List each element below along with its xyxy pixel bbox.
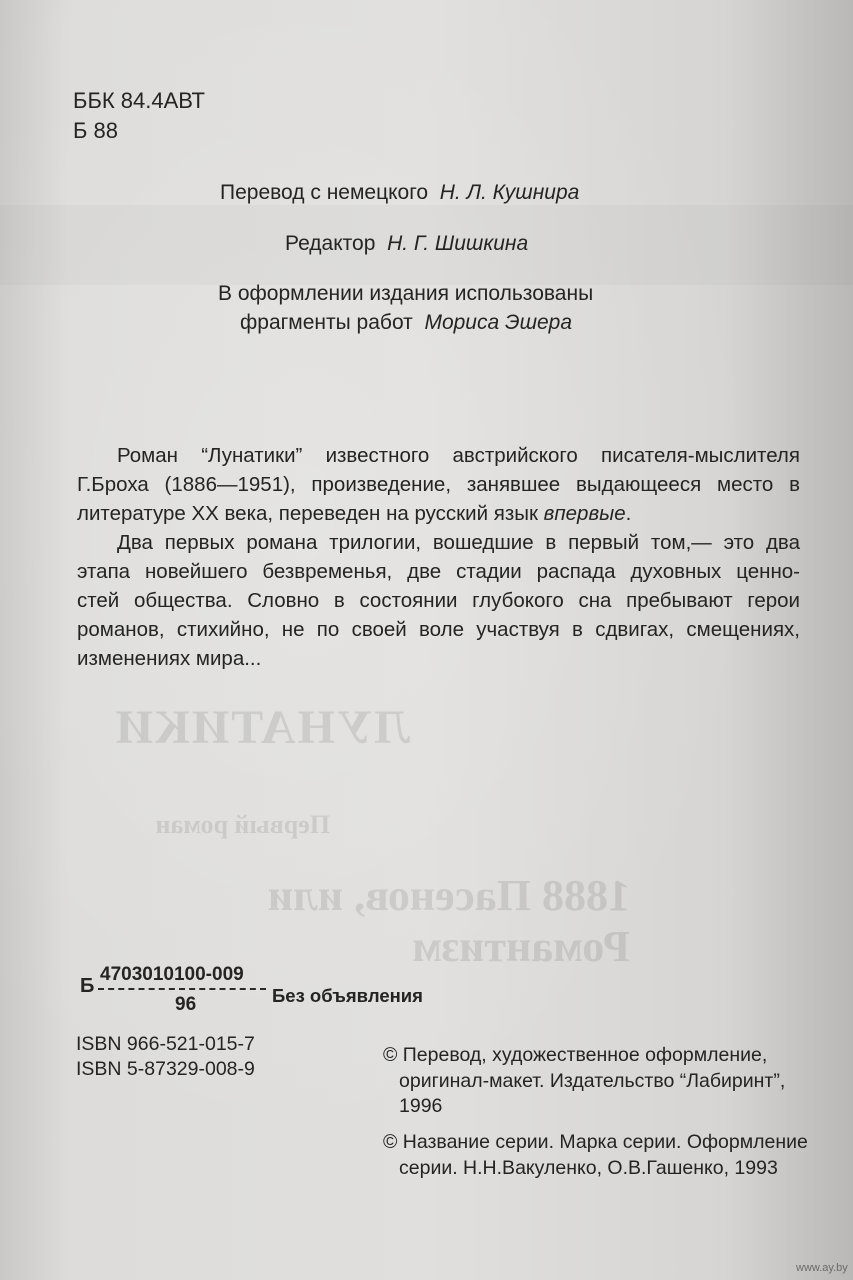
annotation-emphasis: впервые xyxy=(543,502,626,525)
copyright-2-line1: © Название серии. Марка серии. Оформление xyxy=(383,1131,808,1153)
imprint-letter: Б xyxy=(80,975,95,997)
editor-label: Редактор xyxy=(285,232,376,255)
translation-label: Перевод с немецкого xyxy=(220,181,429,204)
design-credit-line1: В оформлении издания использованы xyxy=(218,282,594,305)
annotation-line: изменениях мира... xyxy=(77,647,262,670)
design-label: фрагменты работ xyxy=(240,311,413,334)
bbk-index: Б 88 xyxy=(73,118,119,143)
isbn-1: ISBN 966-521-015-7 xyxy=(76,1033,255,1055)
copyright-1-line1: © Перевод, художественное оформление, xyxy=(383,1044,768,1066)
ghost-title: ЛУНАТИКИ xyxy=(113,701,410,754)
isbn-2: ISBN 5-87329-008-9 xyxy=(76,1058,255,1080)
bbk-code: ББК 84.4АВТ xyxy=(73,88,205,113)
copyright-1-line2: оригинал-макет. Издательство “Лабиринт”, xyxy=(399,1070,786,1092)
imprint-denominator: 96 xyxy=(175,994,197,1015)
annotation-line: этапа новейшего безвременья, две стадии распада духовных ценно- xyxy=(77,560,800,583)
imprint-note: Без объявления xyxy=(272,985,423,1006)
ghost-caption: Первый роман xyxy=(155,810,330,839)
imprint-code xyxy=(80,960,423,1020)
annotation-period: . xyxy=(625,502,632,525)
annotation-line: стей общества. Словно в состоянии глубокого сна пребывают герои xyxy=(77,589,800,612)
design-credit-line2 xyxy=(240,310,572,336)
copyright-1-line3: 1996 xyxy=(399,1095,443,1117)
editor-credit xyxy=(285,231,528,257)
annotation-line: романов, стихийно, не по своей воле участвуя в сдвигах, смещениях, xyxy=(77,618,800,641)
annotation-line: Г.Броха (1886—1951), произведение, занявшее выдающееся место в xyxy=(77,473,800,496)
copyright-2-line2: серии. Н.Н.Вакуленко, О.В.Гашенко, 1993 xyxy=(399,1157,778,1179)
annotation-line xyxy=(77,499,800,528)
translator-name: Н. Л. Кушнира xyxy=(439,181,580,204)
annotation-text: литературе XX века, переведен на русский язык xyxy=(77,502,538,525)
ghost-subtitle: 1888 Пасенов, или Романтизм xyxy=(267,871,630,971)
editor-name: Н. Г. Шишкина xyxy=(387,232,529,255)
imprint-numerator: 4703010100-009 xyxy=(100,964,244,985)
site-watermark: www.ay.by xyxy=(796,1262,848,1274)
artist-name: Мориса Эшера xyxy=(424,311,573,334)
translation-credit xyxy=(220,180,579,206)
fraction-line xyxy=(98,988,266,990)
annotation-line: Роман “Лунатики” известного австрийского писателя-мыслителя xyxy=(117,444,800,467)
annotation-line: Два первых романа трилогии, вошедшие в первый том,— это два xyxy=(117,531,800,554)
